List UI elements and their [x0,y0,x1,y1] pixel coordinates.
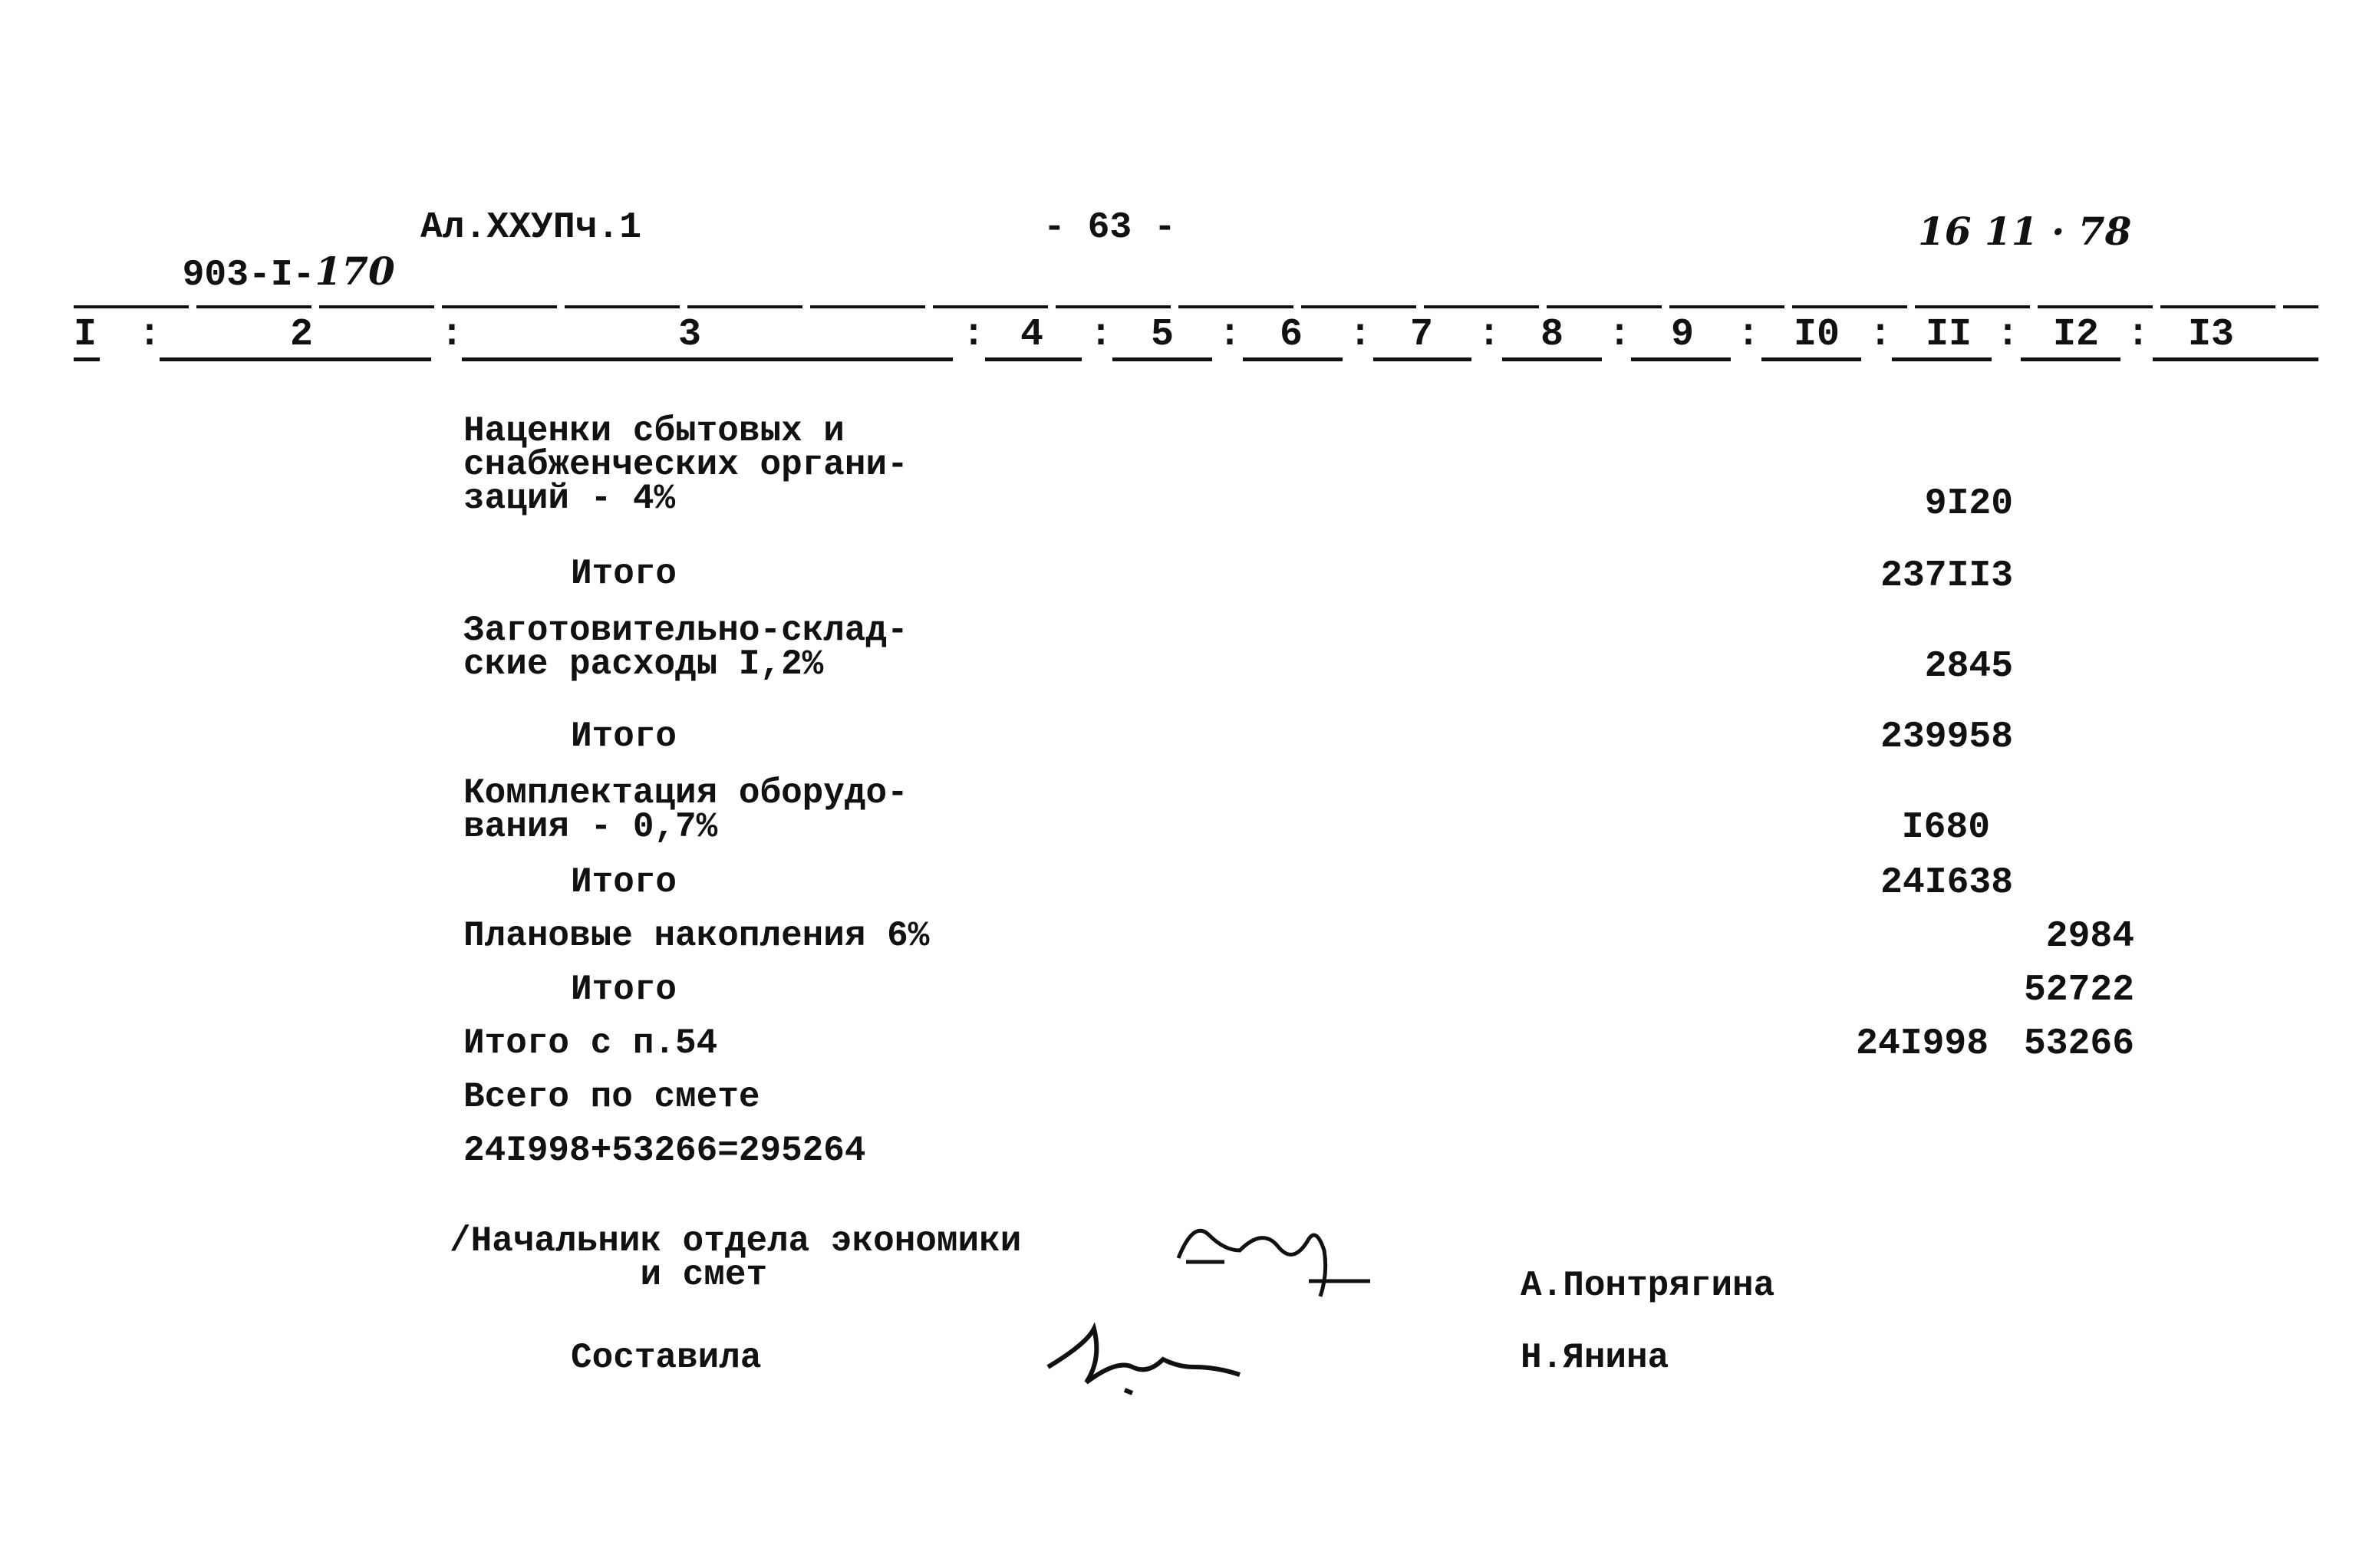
row-label: Плановые накопления 6% [463,916,930,956]
column-underline [1502,357,1602,361]
row-value-col11: I680 [1901,807,1990,848]
row-value-col11: 9I20 [1924,483,2013,525]
column-number-1: I [74,313,97,357]
column-underline [462,357,953,361]
row-label: Наценки сбытовых и снабженческих органи- заций - 4% [463,411,908,519]
column-separator: : [1218,313,1242,357]
column-underline [160,357,431,361]
column-number-7: 7 [1410,313,1434,357]
row-label: Итого [571,862,677,902]
column-separator: : [1869,313,1893,357]
column-number-5: 5 [1151,313,1175,357]
column-separator: : [962,313,986,357]
column-number-9: 9 [1671,313,1695,357]
compiler-signature [1040,1313,1255,1398]
head-signature [1163,1204,1378,1304]
column-number-4: 4 [1020,313,1044,357]
handwritten-date: 16 11 · 78 [1918,209,2132,254]
column-underline [1243,357,1343,361]
column-underline [1761,357,1861,361]
document-code-handwritten: 170 [315,249,395,294]
column-underline [1112,357,1212,361]
column-separator: : [440,313,464,357]
row-label: Итого [571,554,677,594]
row-label: Комплектация оборудо- вания - 0,7% [463,773,908,847]
column-number-12: I2 [2053,313,2100,357]
column-number-8: 8 [1540,313,1564,357]
compiler-name: Н.Янина [1521,1338,1669,1378]
total-formula: 24I998+53266=295264 [463,1131,866,1171]
row-value-col11: 239958 [1880,716,2013,758]
row-value-col11: 24I998 [1856,1023,1989,1065]
column-underline [1892,357,1992,361]
head-of-department-title: /Начальник отдела экономики и смет [450,1221,1022,1295]
column-separator: : [2127,313,2150,357]
document-code [138,207,395,296]
row-label: Заготовительно-склад- ские расходы I,2% [463,611,908,684]
row-value-col11: 237II3 [1880,555,2013,597]
column-separator: : [1737,313,1761,357]
column-number-3: 3 [678,313,702,357]
column-underline [74,357,100,361]
document-code-printed: 903-I- [182,255,315,296]
column-number-10: I0 [1794,313,1840,357]
page-number: - 63 - [1043,207,1176,249]
compiler-title: Составила [571,1338,762,1378]
row-value-col12: 53266 [2023,1023,2134,1065]
column-separator: : [1349,313,1372,357]
column-separator: : [1996,313,2020,357]
column-number-6: 6 [1280,313,1303,357]
row-value-col11: 24I638 [1880,862,2013,904]
column-number-13: I3 [2188,313,2235,357]
row-label: Итого [571,716,677,756]
column-separator: : [1089,313,1113,357]
column-number-11: II [1926,313,1972,357]
column-separator: : [1608,313,1632,357]
header-top-rule [74,305,2318,308]
row-label: Итого [571,970,677,1010]
column-underline [1373,357,1471,361]
column-underline [985,357,1082,361]
row-label: Всего по смете [463,1077,760,1117]
column-separator: : [138,313,162,357]
column-underline [2021,357,2120,361]
row-label: Итого с п.54 [463,1023,718,1063]
row-value-col12: 52722 [2023,970,2134,1011]
head-name: А.Понтрягина [1521,1266,1775,1306]
column-number-2: 2 [290,313,314,357]
row-value-col12: 2984 [2045,916,2134,957]
column-separator: : [1478,313,1501,357]
album-reference: Ал.XXУПч.1 [420,207,642,249]
row-value-col11: 2845 [1924,646,2013,687]
column-underline [2153,357,2318,361]
column-underline [1631,357,1731,361]
